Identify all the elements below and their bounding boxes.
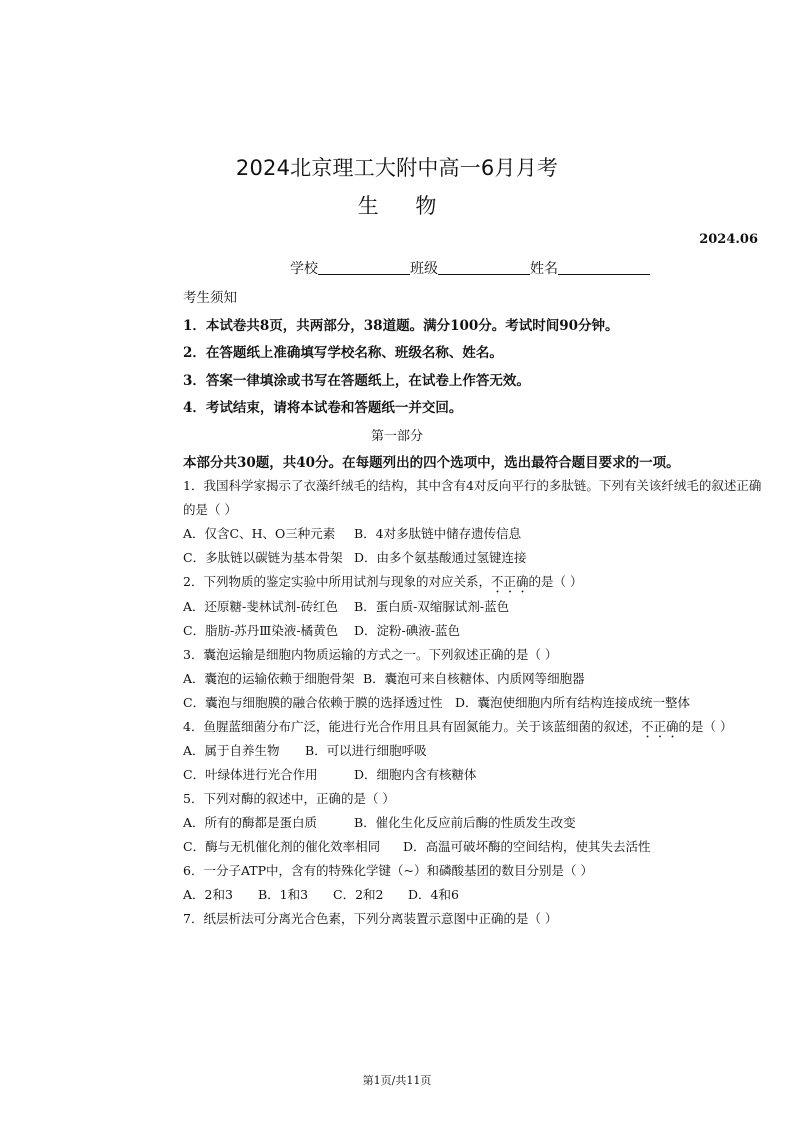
question-3-option-d: D．囊泡使细胞内所有结构连接成统一整体 bbox=[455, 695, 691, 710]
notice-item-1: 1．本试卷共8页，共两部分，38道题。满分100分。考试时间90分钟。 bbox=[183, 318, 619, 334]
notice-item-3: 3．答案一律填涂或书写在答题纸上，在试卷上作答无效。 bbox=[183, 373, 530, 389]
question-3-option-b: B．囊泡可来自核糖体、内质网等细胞器 bbox=[363, 671, 585, 686]
school-blank[interactable] bbox=[318, 260, 410, 275]
question-1-options-row1 bbox=[183, 524, 521, 542]
question-6-option-b: B．1和3 bbox=[258, 887, 309, 902]
question-1-option-c: C．多肽链以碳链为基本骨架 bbox=[183, 550, 343, 565]
question-4-option-d: D．细胞内含有核糖体 bbox=[354, 767, 477, 782]
notice-item-4: 4．考试结束，请将本试卷和答题纸一并交回。 bbox=[183, 400, 463, 416]
question-6-option-c: C．2和2 bbox=[333, 887, 384, 902]
question-1-option-b: B．4对多肽链中储存遗传信息 bbox=[354, 526, 522, 541]
question-3-stem: 3．囊泡运输是细胞内物质运输的方式之一。下列叙述正确的是（ ） bbox=[183, 647, 558, 662]
question-1-stem-cont: 的是（ ） bbox=[183, 502, 237, 517]
question-2-options-row2 bbox=[183, 621, 460, 639]
question-6-stem: 6．一分子ATP中，含有的特殊化学键（~）和磷酸基团的数目分别是（ ） bbox=[183, 863, 593, 878]
question-5-option-c: C．酶与无机催化剂的催化效率相同 bbox=[183, 839, 381, 854]
question-2-option-a: A．还原糖-斐林试剂-砖红色 bbox=[183, 599, 338, 614]
question-3-options-row1 bbox=[183, 669, 585, 687]
exam-title: 2024北京理工大附中高一6月月考 bbox=[235, 156, 559, 180]
question-4-options-row1 bbox=[183, 741, 427, 759]
question-1-option-a: A．仅含C、H、O三种元素 bbox=[183, 526, 336, 541]
class-blank[interactable] bbox=[438, 260, 530, 275]
question-2-stem-post: 的是（ ） bbox=[528, 574, 583, 589]
question-5-option-a: A．所有的酶都是蛋白质 bbox=[183, 815, 318, 830]
question-2-stem-pre: 2．下列物质的鉴定实验中所用试剂与现象的对应关系， bbox=[183, 574, 491, 589]
notice-item-2: 2．在答题纸上准确填写学校名称、班级名称、姓名。 bbox=[183, 345, 503, 361]
question-1-options-row2 bbox=[183, 548, 527, 566]
question-1-option-d: D．由多个氨基酸通过氢键连接 bbox=[354, 550, 527, 565]
question-6-options bbox=[183, 885, 459, 903]
question-4-option-c: C．叶绿体进行光合作用 bbox=[183, 767, 318, 782]
part-one-instruction: 本部分共30题，共40分。在每题列出的四个选项中，选出最符合题目要求的一项。 bbox=[183, 455, 680, 471]
part-one-title: 第一部分 bbox=[370, 429, 423, 444]
question-2-stem bbox=[183, 572, 582, 596]
exam-date: 2024.06 bbox=[699, 232, 758, 247]
question-2-option-d: D．淀粉-碘液-蓝色 bbox=[354, 623, 460, 638]
question-4-option-a: A．属于自养生物 bbox=[183, 743, 280, 758]
question-2-stem-emphasis: 不正确 bbox=[490, 574, 529, 589]
subject-title: 生 物 bbox=[357, 194, 437, 218]
question-3-options-row2 bbox=[183, 693, 690, 711]
question-5-option-d: D．高温可破坏酶的空间结构，使其失去活性 bbox=[403, 839, 651, 854]
question-4-options-row2 bbox=[183, 765, 477, 783]
question-5-option-b: B．催化生化反应前后酶的性质发生改变 bbox=[354, 815, 576, 830]
question-3-option-c: C．囊泡与细胞膜的融合依赖于膜的选择透过性 bbox=[183, 695, 443, 710]
question-6-option-a: A．2和3 bbox=[183, 887, 233, 902]
notice-heading: 考生须知 bbox=[183, 290, 237, 306]
question-6-option-d: D．4和6 bbox=[408, 887, 459, 902]
question-1-stem: 1．我国科学家揭示了衣藻纤绒毛的结构，其中含有4对反向平行的多肽链。下列有关该纤绒毛的叙述正确 bbox=[183, 478, 762, 493]
question-7-stem: 7．纸层析法可分离光合色素，下列分离装置示意图中正确的是（ ） bbox=[183, 911, 558, 926]
question-2-option-c: C．脂肪-苏丹Ⅲ染液-橘黄色 bbox=[183, 623, 339, 638]
school-label: 学校 bbox=[290, 261, 318, 277]
question-5-options-row1 bbox=[183, 813, 576, 831]
question-2-options-row1 bbox=[183, 597, 509, 615]
question-5-options-row2 bbox=[183, 837, 651, 855]
name-label: 姓名 bbox=[530, 261, 558, 277]
question-4-stem bbox=[183, 717, 732, 741]
name-blank[interactable] bbox=[558, 260, 650, 275]
question-4-stem-pre: 4．鱼腥蓝细菌分布广泛，能进行光合作用且具有固氮能力。关于该蓝细菌的叙述， bbox=[183, 719, 641, 734]
class-label: 班级 bbox=[410, 261, 438, 277]
question-2-option-b: B．蛋白质-双缩脲试剂-蓝色 bbox=[354, 599, 510, 614]
question-4-stem-emphasis: 不正确 bbox=[640, 719, 679, 734]
question-5-stem: 5．下列对酶的叙述中，正确的是（ ） bbox=[183, 791, 395, 806]
question-3-option-a: A．囊泡的运输依赖于细胞骨架 bbox=[183, 671, 355, 686]
page-number: 第1页/共11页 bbox=[362, 1074, 432, 1087]
student-info-line bbox=[290, 258, 650, 278]
question-4-option-b: B．可以进行细胞呼吸 bbox=[305, 743, 427, 758]
question-4-stem-post: 的是（ ） bbox=[678, 719, 733, 734]
